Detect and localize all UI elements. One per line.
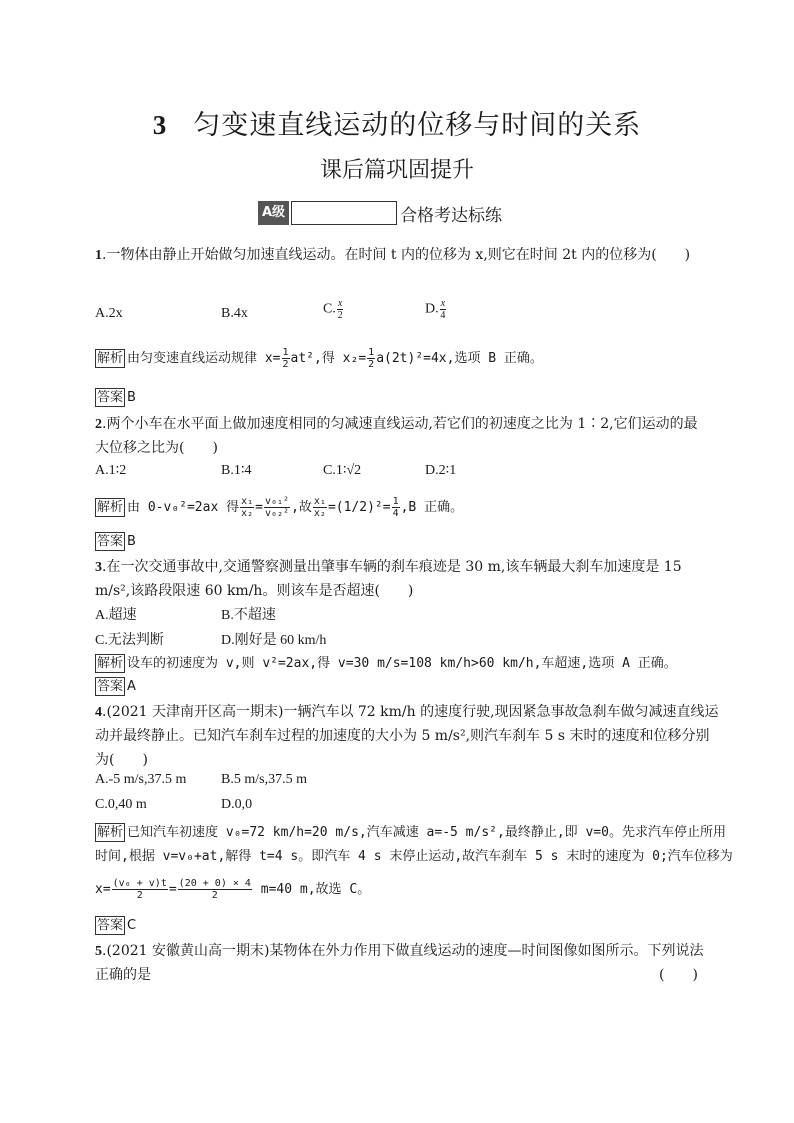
solution-tag: 解析: [97, 656, 124, 671]
page-title: [0, 103, 794, 142]
q3-option-a: A.超速: [95, 608, 137, 623]
question-2-line-2: 大位移之比为( ): [95, 440, 218, 456]
q2-solution: 解析 由 0-v₀²=2ax 得 $\frac{\text{x₁}}{\text{x₂}}$ = $\frac{\text{v₀₁²}}{\text{v₀₂²}}$ ,故 $\frac{\text{x₁}}{\text{x₂}}$ =(1/2)²= $\frac{1}{4}$ ,B 正确。: [97, 496, 464, 519]
fraction: $\frac{\text{x₁}}{\text{x₂}}$: [241, 496, 254, 519]
section-number: 3: [152, 110, 168, 140]
q4-solution-line-2: 时间,根据 v=v₀+at,解得 t=4 s。即汽车 4 s 末停止运动,故汽车刹车 5 s 末时的速度为 0;汽车位移为: [95, 849, 733, 864]
question-1: [95, 244, 690, 264]
q4-solution-line-3: x= $\frac{\text{(v₀ + v)t}}{2}$ = $\frac{(20 + 0) \times 4}{2}$ m=40 m,故选 C。: [95, 878, 371, 901]
fraction: $\frac{1}{2}$: [368, 347, 375, 370]
fraction: $\frac{1}{2}$: [282, 347, 289, 370]
page-subtitle: 课后篇巩固提升: [319, 158, 474, 183]
q4-solution: 解析 已知汽车初速度 v₀=72 km/h=20 m/s,汽车减速 a=-5 m/s²,最终静止,即 v=0。先求汽车停止所用: [97, 825, 726, 840]
q2-option-d: D.2∶1: [425, 463, 457, 478]
q4-answer: 答案 C: [97, 918, 137, 933]
question-4-line-3: 为( ): [95, 752, 148, 768]
level-heading: [258, 199, 502, 227]
level-text: 合格考达标练: [400, 205, 503, 226]
answer-tag: 答案: [97, 918, 124, 933]
solution-tag: 解析: [97, 825, 124, 840]
fraction: $\frac{1}{4}$: [392, 496, 399, 519]
fraction: $\frac{(20 + 0) \times 4}{2}$: [178, 878, 251, 901]
question-2: [95, 413, 698, 433]
question-text: .两个小车在水平面上做加速度相同的匀减速直线运动,若它们的初速度之比为 1∶2,它们运动的最: [102, 416, 698, 432]
q1-option-d: [425, 298, 447, 321]
question-text: .(2021 安徽黄山高一期末)某物体在外力作用下做直线运动的速度—时间图像如图所示。下列说法: [102, 943, 704, 959]
q2-option-a: A.1∶2: [95, 463, 127, 478]
q4-option-b: B.5 m/s,37.5 m: [221, 772, 307, 787]
q2-option-c: C.1∶√2: [323, 463, 362, 478]
question-4-line-2: 动并最终静止。已知汽车刹车过程的加速度的大小为 5 m/s²,则汽车刹车 5 s 末时的速度和位移分别: [95, 728, 710, 744]
q1-option-b: B.4x: [221, 306, 248, 321]
option-label: C.: [323, 301, 336, 317]
fraction: $\frac{\text{x₁}}{\text{x₂}}$: [313, 496, 326, 519]
question-text: .一物体由静止开始做匀加速直线运动。在时间 t 内的位移为 x,则它在时间 2t 内的位移为( ): [102, 247, 691, 263]
q1-option-a: A.2x: [95, 306, 123, 321]
fraction: $\frac{x}{4}$: [440, 298, 446, 321]
q3-option-c: C.无法判断: [95, 633, 164, 648]
q2-option-b: B.1∶4: [221, 463, 252, 478]
q3-option-b: B.不超速: [221, 608, 276, 623]
q1-option-c: [323, 298, 344, 321]
q2-answer: 答案 B: [97, 534, 136, 549]
question-number: 4: [95, 705, 102, 720]
question-number: 3: [95, 560, 102, 575]
question-number: 5: [95, 944, 102, 959]
q1-answer: 答案 B: [97, 390, 136, 405]
fraction: $\frac{x}{2}$: [337, 298, 343, 321]
solution-tag: 解析: [97, 500, 124, 515]
level-badge: A级: [258, 201, 289, 225]
answer-tag: 答案: [97, 534, 124, 549]
question-5-line-2: 正确的是: [95, 967, 151, 983]
question-text: .在一次交通事故中,交通警察测量出肇事车辆的刹车痕迹是 30 m,该车辆最大刹车加速度是 15: [102, 559, 682, 575]
q3-answer: 答案 A: [97, 679, 136, 694]
level-blank-box: [291, 201, 397, 225]
answer-tag: 答案: [97, 679, 124, 694]
question-number: 2: [95, 417, 102, 432]
q4-option-c: C.0,40 m: [95, 797, 147, 812]
section-title: 匀变速直线运动的位移与时间的关系: [193, 110, 642, 141]
question-3-line-2: m/s²,该路段限速 60 km/h。则该车是否超速( ): [95, 583, 414, 599]
question-4: [95, 701, 719, 721]
question-5: [95, 940, 703, 960]
q1-solution: 解析 由匀变速直线运动规律 x= $\frac{1}{2}$ at²,得 x₂= $\frac{1}{2}$ a(2t)²=4x,选项 B 正确。: [97, 347, 543, 370]
question-3: [95, 556, 682, 576]
fraction: $\frac{\text{(v₀ + v)t}}{2}$: [112, 878, 167, 901]
q3-solution: 解析 设车的初速度为 v,则 v²=2ax,得 v=30 m/s=108 km/h>60 km/h,车超速,选项 A 正确。: [97, 656, 677, 671]
answer-tag: 答案: [97, 390, 124, 405]
question-5-answer-paren: ( ): [659, 967, 698, 983]
q4-option-d: D.0,0: [221, 797, 253, 812]
question-number: 1: [95, 248, 102, 263]
solution-tag: 解析: [97, 351, 124, 366]
question-text: .(2021 天津南开区高一期末)一辆汽车以 72 km/h 的速度行驶,现因紧急事故急刹车做匀减速直线运: [102, 704, 719, 720]
q4-option-a: A.-5 m/s,37.5 m: [95, 772, 187, 787]
option-label: D.: [425, 301, 439, 317]
fraction: $\frac{\text{v₀₁²}}{\text{v₀₂²}}$: [264, 496, 290, 519]
q3-option-d: D.刚好是 60 km/h: [221, 633, 327, 648]
